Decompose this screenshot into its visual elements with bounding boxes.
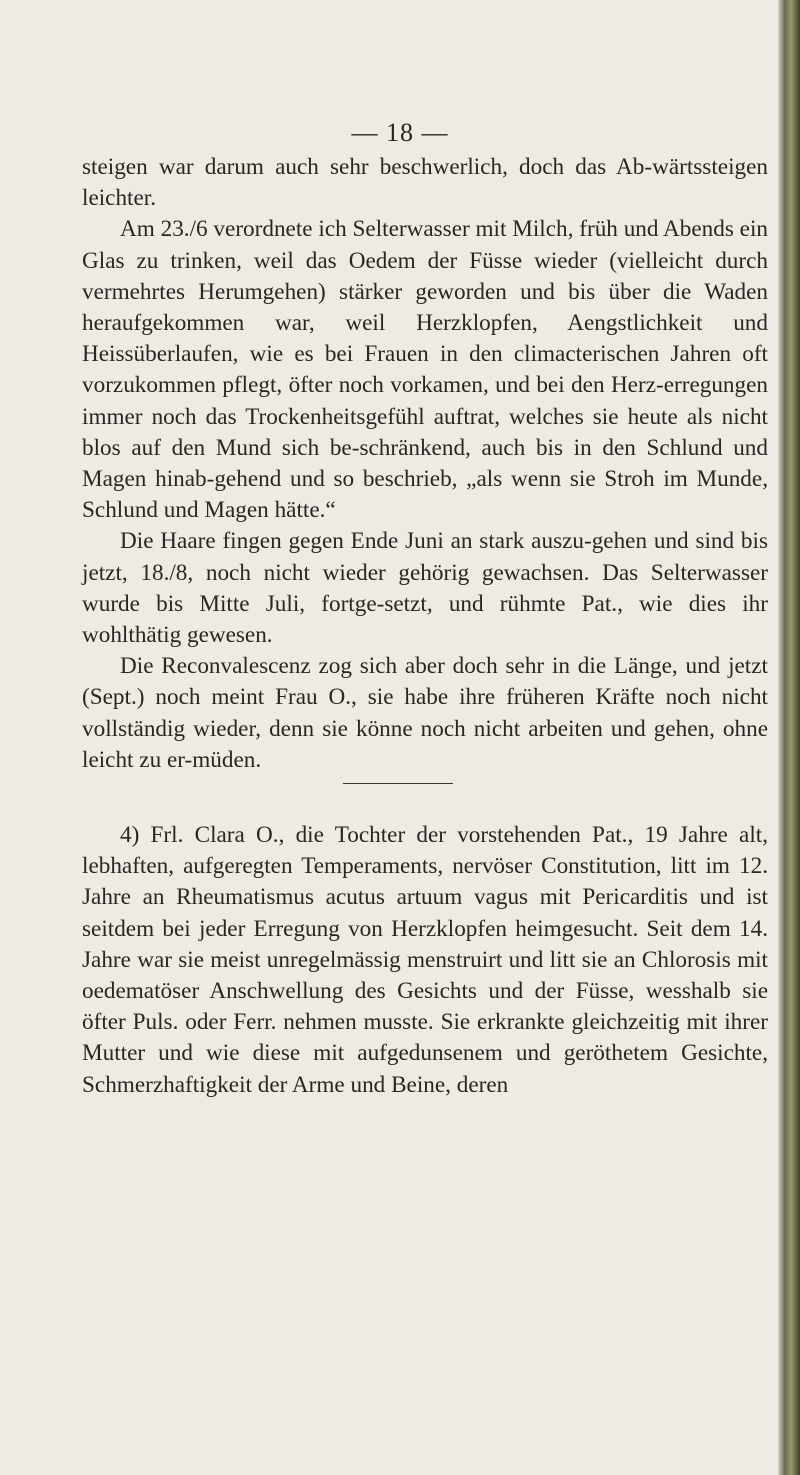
paragraph-5: 4) Frl. Clara O., die Tochter der vorstehenden Pat., 19 Jahre alt, lebhaften, aufgeregten Temperaments, nervöser Constitution, litt im 12. Jahre an Rheumatismus acutus artuum vagus mit Pericarditis und ist seitdem bei jeder Erregung von Herzklopfen heimgesucht. Seit dem 14. Jahre war sie meist unregelmässig menstruirt und litt sie an Chlorosis mit oedematöser Anschwellung des Gesichts und der Füsse, wesshalb sie öfter Puls. oder Ferr. nehmen musste. Sie erkrankte gleichzeitig mit ihrer Mutter und wie diese mit aufgedunsenem und geröthetem Gesichte, Schmerzhaftigkeit der Arme und Beine, deren — [82, 822, 768, 1098]
text-block-case-4 — [82, 820, 768, 1101]
page-edge — [778, 0, 800, 1475]
paragraph-2: Am 23./6 verordnete ich Selterwasser mit Milch, früh und Abends ein Glas zu trinken, weil das Oedem der Füsse wieder (vielleicht durch vermehrtes Herumgehen) stärker geworden und bis über die Waden heraufgekommen war, weil Herzklopfen, Aengstlichkeit und Heissüberlaufen, wie es bei Frauen in den climacterischen Jahren oft vorzukommen pflegt, öfter noch vorkamen, und bei den Herz-erregungen immer noch das Trockenheitsgefühl auftrat, welches sie heute als nicht blos auf den Mund sich be-schränkend, auch bis in den Schlund und Magen hinab-gehend und so beschrieb, „als wenn sie Stroh im Munde, Schlund und Magen hätte.“ — [82, 216, 768, 524]
paragraph-1: steigen war darum auch sehr beschwerlich, doch das Ab-wärtssteigen leichter. — [82, 154, 768, 212]
text-block-top — [82, 152, 768, 776]
page-number: — 18 — — [351, 118, 449, 147]
paragraph-4: Die Reconvalescenz zog sich aber doch sehr in die Länge, und jetzt (Sept.) noch meint Frau O., sie habe ihre früheren Kräfte noch nicht vollständig wieder, denn sie könne noch nicht arbeiten und gehen, ohne leicht zu er-müden. — [82, 653, 768, 773]
section-divider — [343, 783, 453, 784]
paragraph-3: Die Haare fingen gegen Ende Juni an stark auszu-gehen und sind bis jetzt, 18./8, noch nicht wieder gehörig gewachsen. Das Selterwasser wurde bis Mitte Juli, fortge-setzt, und rühmte Pat., wie dies ihr wohlthätig gewesen. — [82, 528, 768, 649]
